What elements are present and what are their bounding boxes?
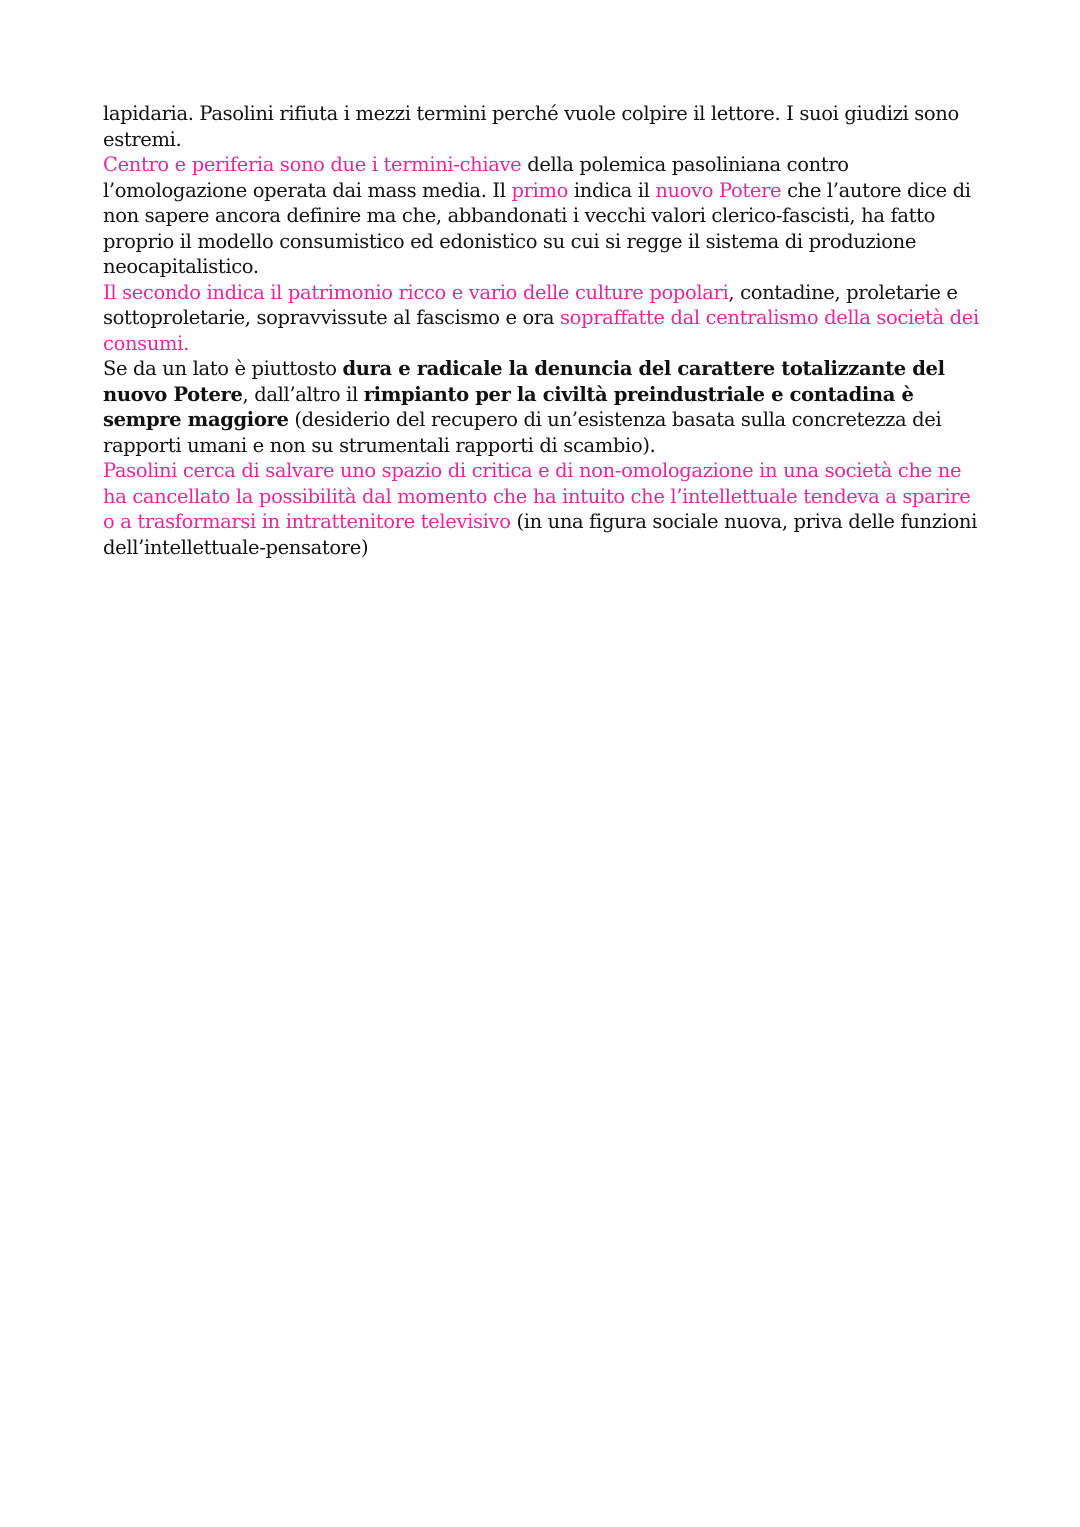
paragraph-secondo (103, 280, 983, 357)
highlighted-text: Pasolini cerca di salvare uno spazio di critica e di non-omologazione in una società che ne ha cancellato la possibilità dal momento che ha intuito che l’intellettuale tendeva a sparire o a trasformarsi in intrattenitore televisivo (103, 459, 971, 533)
highlighted-text: nuovo Potere (655, 178, 782, 202)
bold-text: dura e radicale la denuncia del carattere totalizzante del nuovo Potere (103, 357, 945, 406)
text-run: indica il (568, 178, 656, 202)
text-run: , dall’altro il (242, 382, 364, 406)
text-run: (desiderio del recupero di un’esistenza basata sulla concretezza dei rapporti umani e non su strumentali rapporti di scambio). (103, 408, 942, 457)
bold-text: rimpianto per la civiltà preindustriale e contadina è sempre maggiore (103, 382, 914, 431)
text-run: Se da un lato è piuttosto (103, 357, 343, 380)
paragraph-intellettuale (103, 458, 983, 560)
paragraph-intro-continued (103, 101, 983, 152)
highlighted-text: sopraffatte dal centralismo della società dei consumi. (103, 306, 979, 355)
text-run: della polemica pasoliniana contro l’omologazione operata dai mass media. Il (103, 153, 849, 202)
highlighted-text: primo (511, 178, 569, 202)
paragraph-denuncia (103, 356, 983, 458)
document-page (103, 101, 983, 560)
paragraph-centro-periferia (103, 152, 983, 280)
highlighted-text: Centro e periferia sono due i termini-chiave (103, 153, 522, 176)
text-run: lapidaria. Pasolini rifiuta i mezzi termini perché vuole colpire il lettore. I suoi giudizi sono estremi. (103, 102, 959, 151)
text-run: (in una figura sociale nuova, priva delle funzioni dell’intellettuale-pensatore) (103, 510, 978, 559)
text-run: , contadine, proletarie e sottoproletarie, sopravvissute al fascismo e ora (103, 280, 958, 329)
highlighted-text: Il secondo indica il patrimonio ricco e vario delle culture popolari (103, 280, 729, 304)
text-run: che l’autore dice di non sapere ancora definire ma che, abbandonati i vecchi valori clerico-fascisti, ha fatto proprio il modello consumistico ed edonistico su cui si regge il sistema di produzione neocapitalistico. (103, 178, 971, 278)
